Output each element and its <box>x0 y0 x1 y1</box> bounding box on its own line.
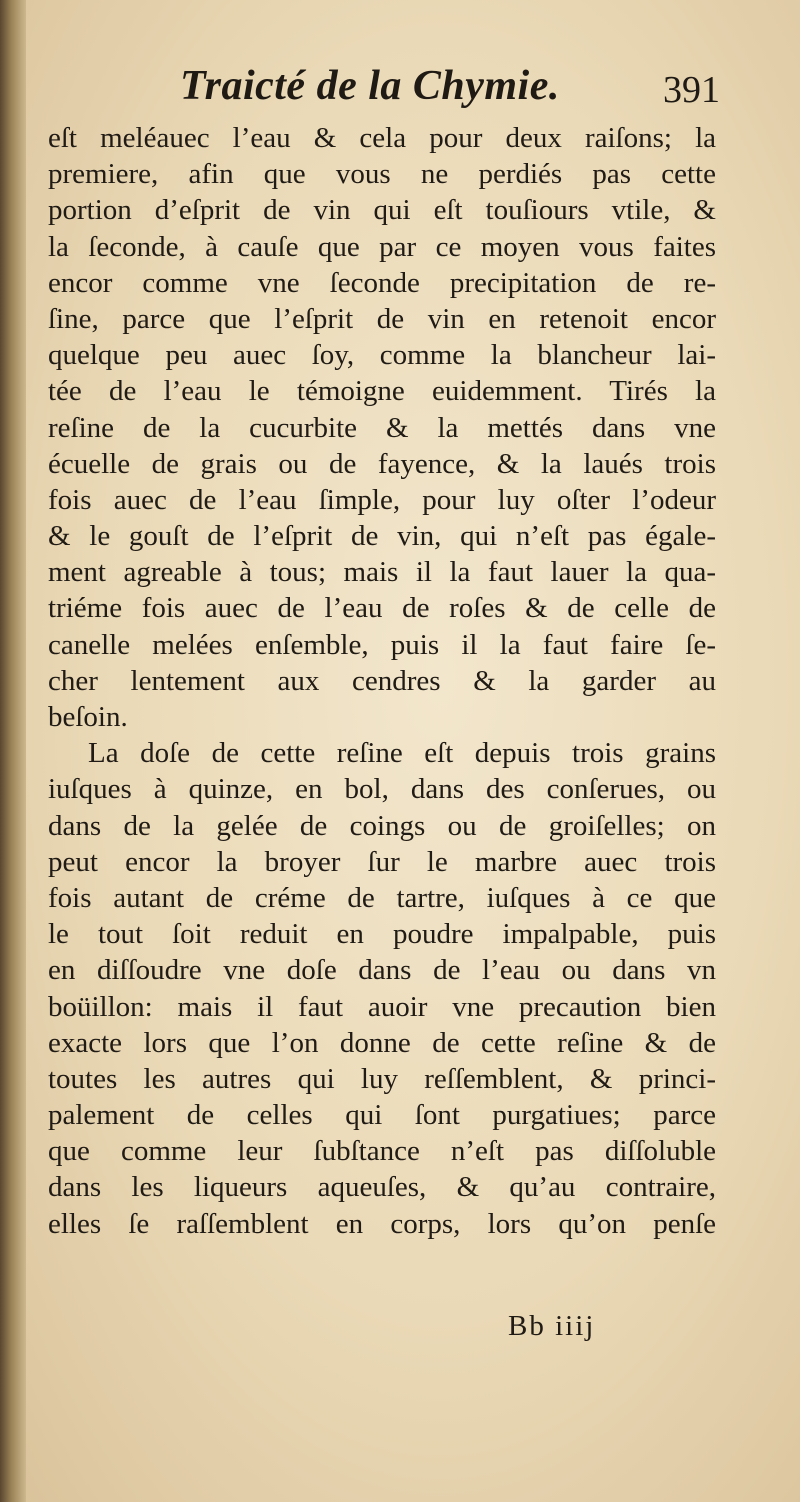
text-line: ſine, parce que l’eſprit de vin en retenoit encor <box>48 302 716 335</box>
text-line: exacte lors que l’on donne de cette reſine & de <box>48 1026 716 1059</box>
text-line: portion d’eſprit de vin qui eſt touſiours vtile, & <box>48 194 716 227</box>
text-line-paragraph-end: beſoin. <box>48 701 128 733</box>
text-line: en diſſoudre vne doſe dans de l’eau ou dans vn <box>48 954 716 987</box>
text-line: elles ſe raſſemblent en corps, lors qu’on penſe <box>48 1207 716 1240</box>
text-line: peut encor la broyer ſur le marbre auec trois <box>48 845 716 878</box>
text-line: la ſeconde, à cauſe que par ce moyen vous faites <box>48 230 716 263</box>
text-line: que comme leur ſubſtance n’eſt pas diſſoluble <box>48 1135 716 1168</box>
body-text <box>48 120 716 1242</box>
text-line: toutes les autres qui luy reſſemblent, & princi- <box>48 1062 716 1095</box>
text-line: palement de celles qui ſont purgatiues; parce <box>48 1099 716 1132</box>
text-line: fois auec de l’eau ſimple, pour luy oſter l’odeur <box>48 483 716 516</box>
text-line: quelque peu auec ſoy, comme la blancheur lai- <box>48 339 716 372</box>
text-line: écuelle de grais ou de fayence, & la laués trois <box>48 447 716 480</box>
signature-mark: Bb iiij <box>508 1310 596 1342</box>
text-line: premiere, afin que vous ne perdiés pas cette <box>48 158 716 191</box>
text-line: tée de l’eau le témoigne euidemment. Tirés la <box>48 375 716 408</box>
text-line: dans de la gelée de coings ou de groiſelles; on <box>48 809 716 842</box>
text-line: & le gouſt de l’eſprit de vin, qui n’eſt pas égale- <box>48 520 716 553</box>
text-line: reſine de la cucurbite & la mettés dans vne <box>48 411 716 444</box>
text-line: ment agreable à tous; mais il la faut lauer la qua- <box>48 556 716 589</box>
text-line: cher lentement aux cendres & la garder au <box>48 664 716 697</box>
text-line: le tout ſoit reduit en poudre impalpable, puis <box>48 918 716 951</box>
text-line: fois autant de créme de tartre, iuſques à ce que <box>48 881 716 914</box>
text-line-paragraph-start: La doſe de cette reſine eſt depuis trois grains <box>88 737 716 770</box>
page-number: 391 <box>663 69 720 111</box>
text-line: eſt meléauec l’eau & cela pour deux raiſons; la <box>48 122 716 154</box>
text-line: dans les liqueurs aqueuſes, & qu’au contraire, <box>48 1171 716 1204</box>
text-line: canelle melées enſemble, puis il la faut faire ſe- <box>48 628 716 661</box>
text-line: encor comme vne ſeconde precipitation de re- <box>48 266 716 299</box>
page-header <box>180 62 740 122</box>
text-line: iuſques à quinze, en bol, dans des conſerues, ou <box>48 773 716 806</box>
text-line: boüillon: mais il faut auoir vne precaution bien <box>48 990 716 1023</box>
page-gutter <box>0 0 26 1502</box>
text-line: triéme fois auec de l’eau de roſes & de celle de <box>48 592 716 625</box>
running-title: Traicté de la Chymie. <box>180 63 560 109</box>
